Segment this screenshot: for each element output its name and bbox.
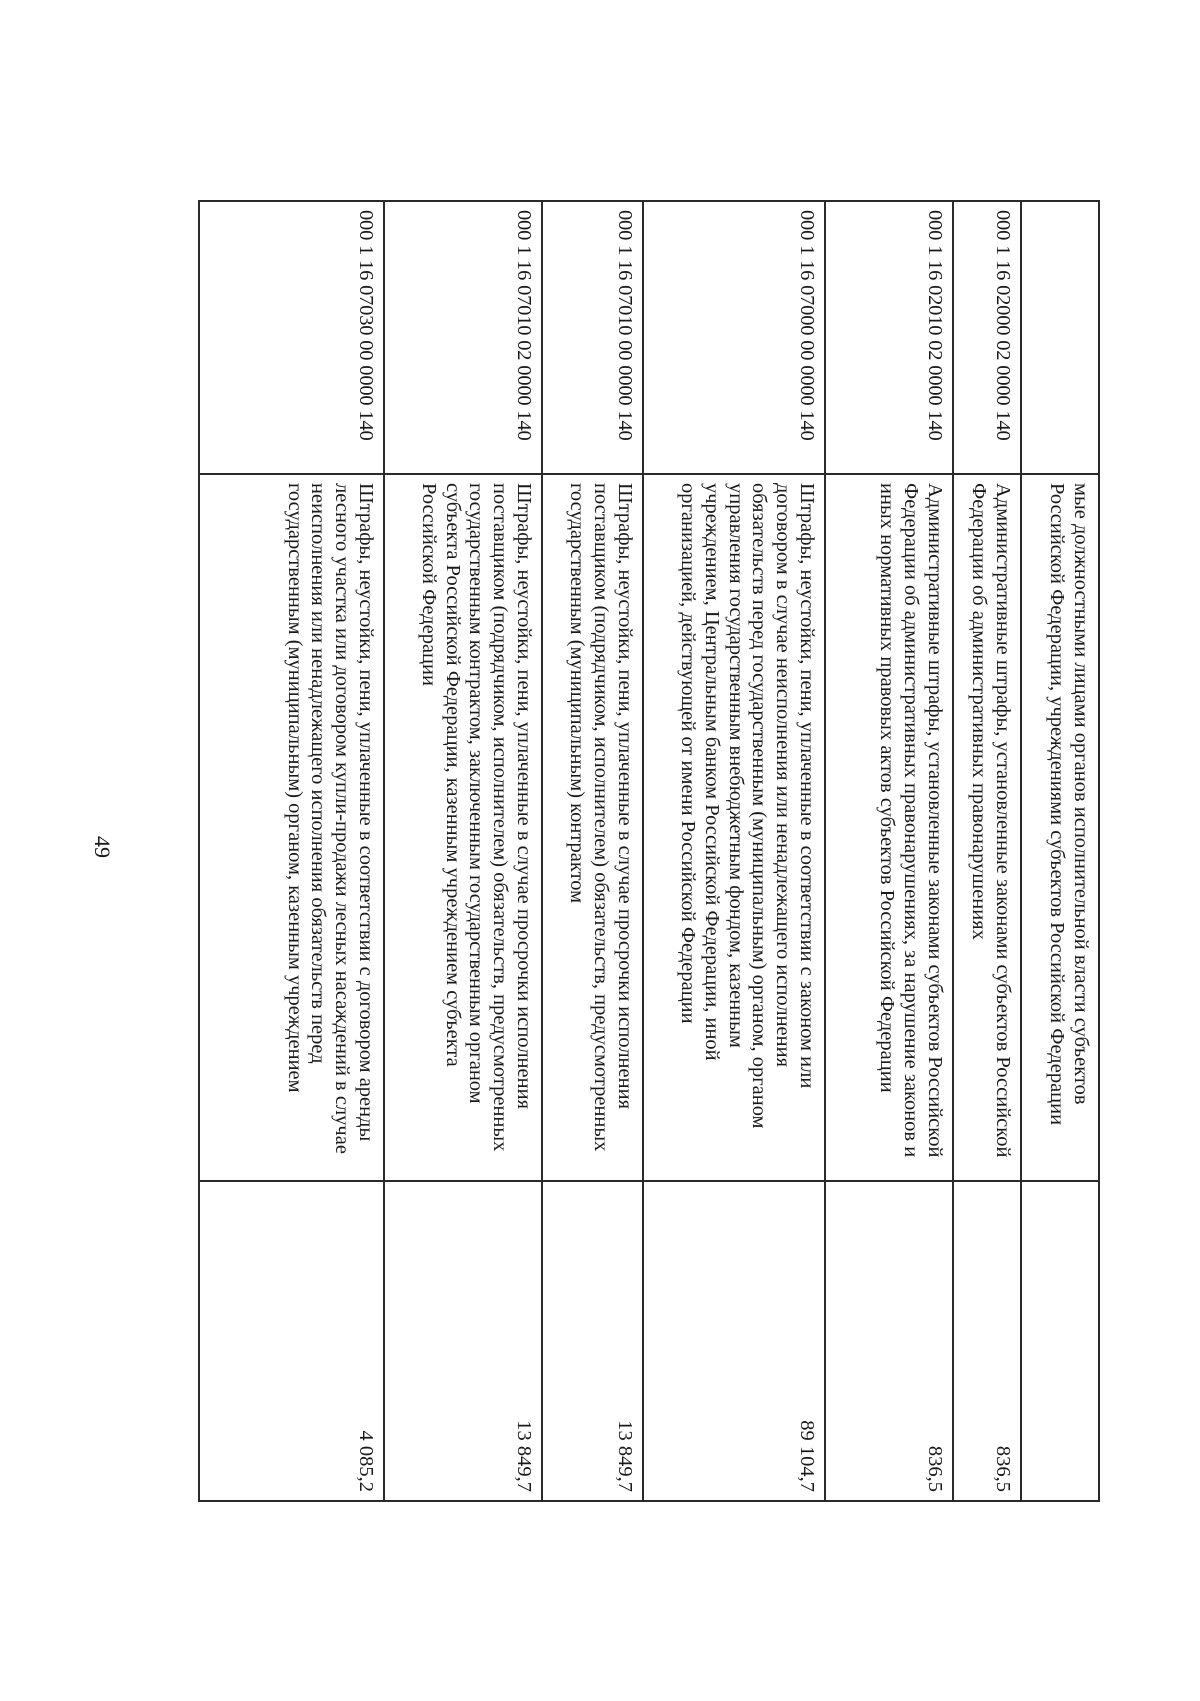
revenue-description-cell: Штрафы, неустойки, пени, уплаченные в соответствии с договором аренды лесного участка или договором купли-продажи лесных насаждений в случае неисполнения или ненадлежащего исполнения обязательств перед государственным (муниципальным) органом, казенным учреждением (199, 474, 384, 1181)
table-row (542, 201, 643, 1501)
table-row (953, 201, 1021, 1501)
revenue-amount-cell: 4 085,2 (199, 1181, 384, 1501)
revenue-amount-cell: 13 849,7 (384, 1181, 542, 1501)
revenue-amount-cell: 13 849,7 (542, 1181, 643, 1501)
revenue-code-cell: 000 1 16 02000 02 0000 140 (953, 201, 1021, 474)
table-row (825, 201, 953, 1501)
revenue-code-cell: 000 1 16 07000 00 0000 140 (643, 201, 825, 474)
revenue-code-cell: 000 1 16 07030 00 0000 140 (199, 201, 384, 474)
revenue-code-cell: 000 1 16 07010 00 0000 140 (542, 201, 643, 474)
table-row (1021, 201, 1099, 1501)
revenue-amount-cell: 89 104,7 (643, 1181, 825, 1501)
table-row (384, 201, 542, 1501)
revenue-code-cell: 000 1 16 07010 02 0000 140 (384, 201, 542, 474)
revenue-description-cell: Административные штрафы, установленные законами субъектов Российской Федерации об административных правонарушениях, за нарушение законов и иных нормативных правовых актов субъектов Российской Федерации (825, 474, 953, 1181)
table-row (199, 201, 384, 1501)
revenue-description-cell: Штрафы, неустойки, пени, уплаченные в случае просрочки исполнения поставщиком (подрядчиком, исполнителем) обязательств, предусмотренных государственным контрактом, заключенным государственным органом субъекта Российской Федерации, казенным учреждением субъекта Российской Федерации (384, 474, 542, 1181)
budget-table-container (200, 200, 1100, 1500)
revenue-code-cell: 000 1 16 02010 02 0000 140 (825, 201, 953, 474)
table-row (643, 201, 825, 1501)
revenue-code-cell (1021, 201, 1099, 474)
revenue-description-cell: Штрафы, неустойки, пени, уплаченные в соответствии с законом или договором в случае неисполнения или ненадлежащего исполнения обязательств перед государственным (муниципальным) органом, органом управления государственным внебюджетным фондом, казенным учреждением, Центральным банком Российской Федерации, иной организацией, действующей от имени Российской Федерации (643, 474, 825, 1181)
revenue-amount-cell: 836,5 (825, 1181, 953, 1501)
revenue-description-cell: Штрафы, неустойки, пени, уплаченные в случае просрочки исполнения поставщиком (подрядчиком, исполнителем) обязательств, предусмотренных государственным (муниципальным) контрактом (542, 474, 643, 1181)
revenue-description-cell: мые должностными лицами органов исполнительной власти субъектов Российской Федерации, учреждениями субъектов Российской Федерации (1021, 474, 1099, 1181)
revenue-description-cell: Административные штрафы, установленные законами субъектов Российской Федерации об административных правонарушениях (953, 474, 1021, 1181)
budget-revenue-table (198, 200, 1100, 1502)
revenue-amount-cell (1021, 1181, 1099, 1501)
revenue-amount-cell: 836,5 (953, 1181, 1021, 1501)
page-number: 49 (90, 836, 115, 858)
